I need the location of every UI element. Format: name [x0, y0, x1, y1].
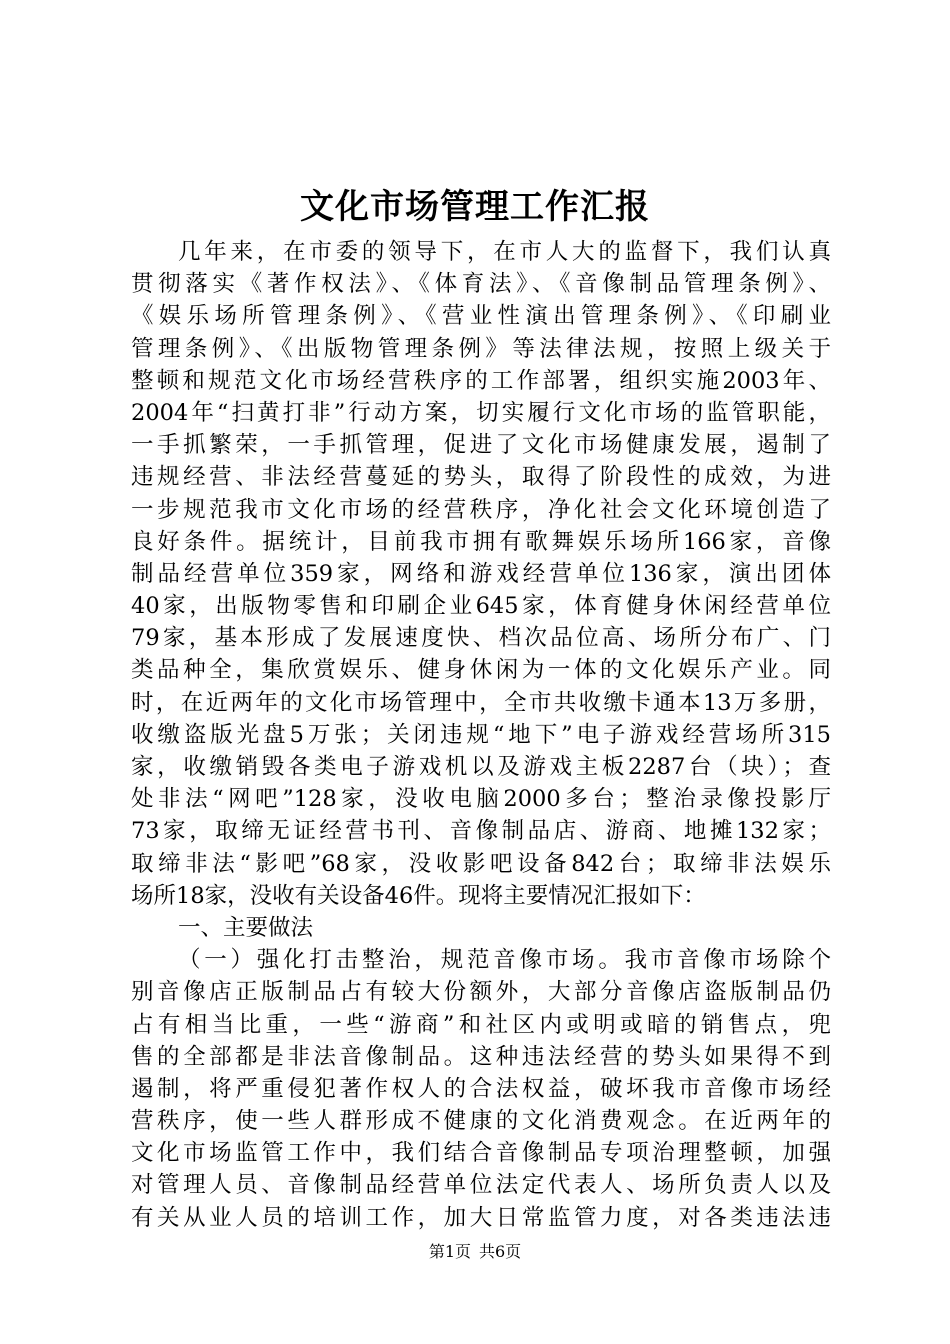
paragraph-line: 文化市场监管工作中，我们结合音像制品专项治理整顿，加强: [131, 1140, 831, 1167]
paragraph-line: 收缴盗版光盘5万张；关闭违规“地下”电子游戏经营场所315: [131, 721, 831, 748]
paragraph-line: 制品经营单位359家，网络和游戏经营单位136家，演出团体: [131, 560, 831, 587]
paragraph-line: 类品种全，集欣赏娱乐、健身休闲为一体的文化娱乐产业。同: [131, 657, 831, 684]
section-heading: 一、主要做法: [178, 914, 314, 941]
paragraph-line: 场所18家，没收有关设备46件。现将主要情况汇报如下：: [131, 882, 706, 909]
paragraph-line: 有关从业人员的培训工作，加大日常监管力度，对各类违法违: [131, 1204, 831, 1231]
paragraph-line: 违规经营、非法经营蔓延的势头，取得了阶段性的成效，为进: [131, 464, 831, 491]
paragraph-line: 贯彻落实《著作权法》、《体育法》、《音像制品管理条例》、: [131, 271, 831, 298]
paragraph-line: 时，在近两年的文化市场管理中，全市共收缴卡通本13万多册，: [131, 689, 831, 716]
paragraph-line: 一步规范我市文化市场的经营秩序，净化社会文化环境创造了: [131, 496, 831, 523]
document-body: [131, 236, 831, 1234]
paragraph-line: 2004年“扫黄打非”行动方案，切实履行文化市场的监管职能，: [131, 399, 831, 426]
document-title: 文化市场管理工作汇报: [300, 187, 650, 227]
paragraph-line: 良好条件。据统计，目前我市拥有歌舞娱乐场所166家，音像: [131, 528, 831, 555]
paragraph-line: （一）强化打击整治，规范音像市场。我市音像市场除个: [178, 947, 831, 974]
page-total: 共6页: [479, 1242, 522, 1261]
paragraph-line: 占有相当比重，一些“游商”和社区内或明或暗的销售点，兜: [131, 1011, 831, 1038]
paragraph-line: 《娱乐场所管理条例》、《营业性演出管理条例》、《印刷业: [131, 303, 831, 330]
paragraph-line: 管理条例》、《出版物管理条例》等法律法规，按照上级关于: [131, 335, 831, 362]
paragraph-line: 对管理人员、音像制品经营单位法定代表人、场所负责人以及: [131, 1172, 831, 1199]
paragraph-line: 73家，取缔无证经营书刊、音像制品店、游商、地摊132家；: [131, 818, 831, 845]
paragraph-line: 几年来，在市委的领导下，在市人大的监督下，我们认真: [178, 239, 831, 265]
paragraph-line: 处非法“网吧”128家，没收电脑2000多台；整治录像投影厅: [131, 786, 831, 813]
paragraph-line: 家，收缴销毁各类电子游戏机以及游戏主板2287台（块）；查: [131, 754, 831, 780]
paragraph-line: 别音像店正版制品占有较大份额外，大部分音像店盗版制品仍: [131, 979, 831, 1006]
paragraph-line: 一手抓繁荣，一手抓管理，促进了文化市场健康发展，遏制了: [131, 432, 831, 459]
paragraph-line: 遏制，将严重侵犯著作权人的合法权益，破坏我市音像市场经: [131, 1075, 831, 1102]
paragraph-line: 售的全部都是非法音像制品。这种违法经营的势头如果得不到: [131, 1043, 831, 1070]
paragraph-line: 40家，出版物零售和印刷企业645家，体育健身休闲经营单位: [131, 593, 831, 620]
page-footer: [0, 1240, 950, 1264]
paragraph-line: 营秩序，使一些人群形成不健康的文化消费观念。在近两年的: [131, 1108, 831, 1135]
paragraph-line: 79家，基本形成了发展速度快、档次品位高、场所分布广、门: [131, 625, 831, 652]
page-number: 第1页: [428, 1242, 471, 1261]
paragraph-line: 整顿和规范文化市场经营秩序的工作部署，组织实施2003年、: [131, 367, 831, 394]
paragraph-line: 取缔非法“影吧”68家，没收影吧设备842台；取缔非法娱乐: [131, 850, 831, 877]
